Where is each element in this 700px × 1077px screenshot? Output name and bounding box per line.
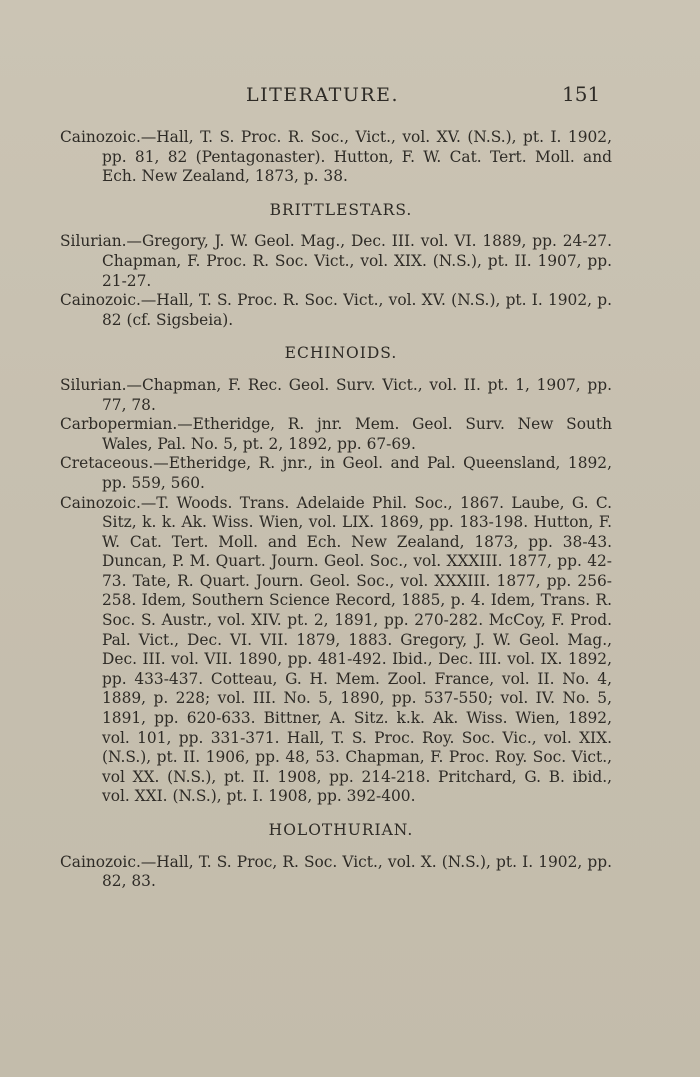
page-number: 151: [562, 82, 601, 106]
page-body: [60, 128, 612, 892]
section-heading-echinoids: ECHINOIDS.: [284, 344, 398, 363]
running-head: [0, 84, 700, 114]
running-title: LITERATURE.: [246, 84, 400, 106]
reference-entry: Silurian.—Chapman, F. Rec. Geol. Surv. Vict., vol. II. pt. 1, 1907, pp. 77, 78.: [60, 375, 612, 414]
section-heading-brittlestars: BRITTLESTARS.: [269, 200, 413, 219]
reference-entry: Carbopermian.—Etheridge, R. jnr. Mem. Geol. Surv. New South Wales, Pal. No. 5, pt. 2, 1892, pp. 67-69.: [60, 415, 612, 453]
reference-entry: Silurian.—Gregory, J. W. Geol. Mag., Dec. III. vol. VI. 1889, pp. 24-27. Chapman, F. Proc. R. Soc. Vict., vol. XIX. (N.S.), pt. II. 1907, pp. 21-27.: [60, 232, 612, 290]
reference-entry: Cainozoic.—Hall, T. S. Proc. R. Soc., Vict., vol. XV. (N.S.), pt. I. 1902, pp. 81, 82 (Pentagonaster). Hutton, F. W. Cat. Tert. Moll. and Ech. New Zealand, 1873, p. 38.: [60, 128, 612, 186]
reference-entry: Cainozoic.—Hall, T. S. Proc. R. Soc. Vict., vol. XV. (N.S.), pt. I. 1902, p. 82 (cf. Sigsbeia).: [60, 291, 612, 329]
reference-entry: Cainozoic.—T. Woods. Trans. Adelaide Phil. Soc., 1867. Laube, G. C. Sitz, k. k. Ak. Wiss. Wien, vol. LIX. 1869, pp. 183-198. Hutton, F. W. Cat. Tert. Moll. and Ech. New Zealand, 1873, pp. 38-43. Duncan, P. M. Quart. Journ. Geol. Soc., vol. XXXIII. 1877, pp. 42-73. Tate, R. Quart. Journ. Geol. Soc., vol. XXXIII. 1877, pp. 256-258. Idem, Southern Science Record, 1885, p. 4. Idem, Trans. R. Soc. S. Austr., vol. XIV. pt. 2, 1891, pp. 270-282. McCoy, F. Prod. Pal. Vict., Dec. VI. VII. 1879, 1883. Gregory, J. W. Geol. Mag., Dec. III. vol. VII. 1890, pp. 481-492. Ibid., Dec. III. vol. IX. 1892, pp. 433-437. Cotteau, G. H. Mem. Zool. France, vol. II. No. 4, 1889, p. 228; vol. III. No. 5, 1890, pp. 537-550; vol. IV. No. 5, 1891, pp. 620-633. Bittner, A. Sitz. k.k. Ak. Wiss. Wien, 1892, vol. 101, pp. 331-371. Hall, T. S. Proc. Roy. Soc. Vic., vol. XIX. (N.S.), pt. II. 1906, pp. 48, 53. Chapman, F. Proc. Roy. Soc. Vict., vol XX. (N.S.), pt. II. 1908, pp. 214-218. Pritchard, G. B. ibid., vol. XXI. (N.S.), pt. I. 1908, pp. 392-400.: [60, 493, 612, 806]
reference-entry: Cainozoic.—Hall, T. S. Proc, R. Soc. Vict., vol. X. (N.S.), pt. I. 1902, pp. 82, 83.: [60, 852, 612, 891]
reference-entry: Cretaceous.—Etheridge, R. jnr., in Geol. and Pal. Queensland, 1892, pp. 559, 560.: [60, 454, 612, 492]
section-heading-holothurian: HOLOTHURIAN.: [268, 821, 414, 839]
